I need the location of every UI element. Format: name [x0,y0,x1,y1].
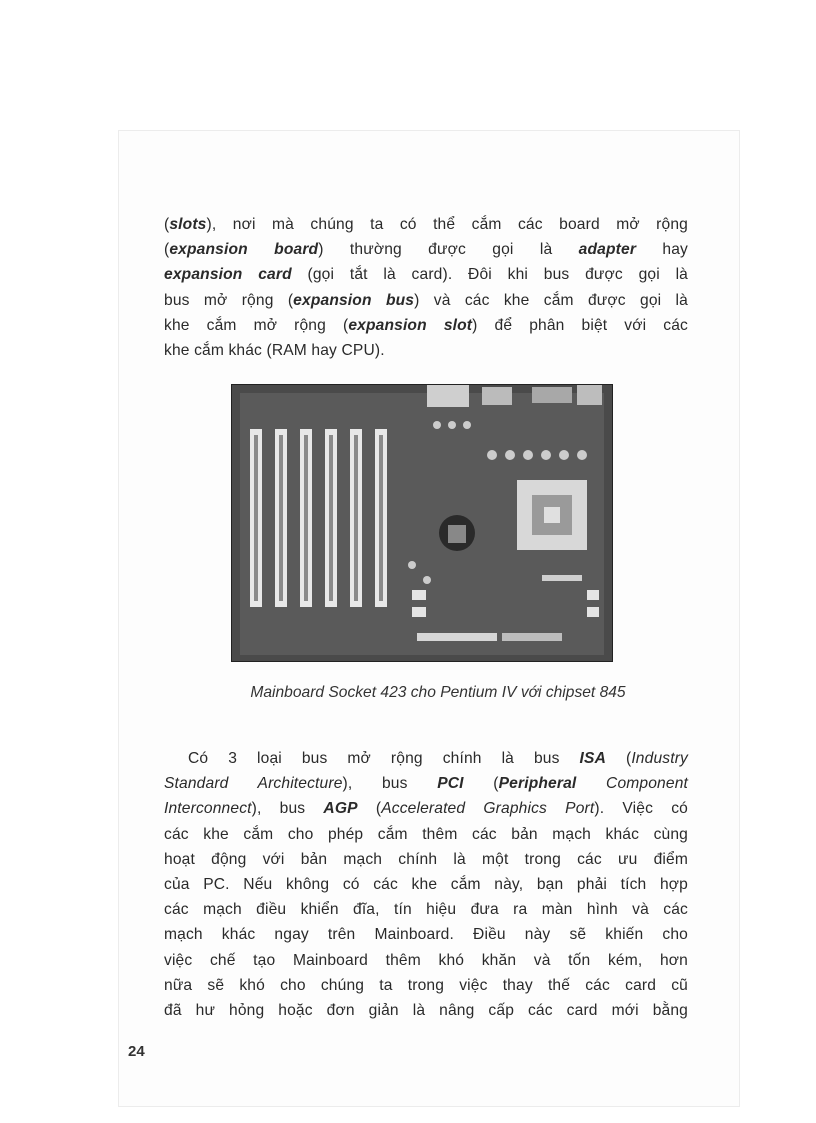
text-line [164,897,688,922]
text-line [164,338,688,363]
text-run: Accelerated Graphics Port [381,800,595,818]
text-run: AGP [323,800,358,818]
mainboard-photo [231,384,613,662]
text-line [164,973,688,998]
text-run: expansion bus [293,291,415,309]
text-run: PCI [437,775,464,793]
text-run: đã hư hỏng hoặc đơn giản là nâng cấp các card mới bằng [164,1002,688,1020]
text-run: hoạt động với bản mạch chính là một trong các ưu điểm [164,850,688,868]
text-run: hay [636,241,688,259]
text-run: mạch khác ngay trên Mainboard. Điều này sẽ khiến cho [164,926,688,944]
text-run: expansion card [164,266,292,284]
text-run: Có 3 loại bus mở rộng chính là bus [188,750,580,767]
text-run: việc chế tạo Mainboard thêm khó khăn và tốn kém, hơn [164,951,688,969]
text-run [576,775,606,792]
text-line [164,771,688,796]
text-run: ( [463,775,499,793]
text-run: expansion board [169,241,319,259]
text-run: nữa sẽ khó cho chúng ta trong việc thay thế các card cũ [164,976,688,994]
text-line [164,262,688,287]
text-run: các mạch điều khiển đĩa, tín hiệu đưa ra màn hình và các [164,901,688,919]
text-run: các khe cắm cho phép cắm thêm các bản mạch khác cùng [164,825,688,843]
text-run: ) để phân biệt với các [472,316,688,334]
text-run: ) thường được gọi là [318,241,579,259]
paragraph-expansion-slots [164,212,688,363]
mainboard-illustration [232,385,612,661]
text-line [164,313,688,338]
text-run: của PC. Nếu không có các khe cắm này, bạn phải tích hợp [164,876,688,894]
text-run: expansion slot [348,316,473,334]
text-line [164,847,688,872]
text-run: ISA [579,750,606,767]
text-run: ), bus [342,775,438,793]
text-run: slots [169,216,207,233]
text-line [164,237,688,262]
paragraph-bus-types [164,746,688,1023]
page-number: 24 [128,1043,145,1060]
text-run: Industry [631,750,688,767]
text-run: ), nơi mà chúng ta có thể cắm các board mở rộng [206,216,688,233]
text-run: ( [606,750,632,767]
text-line [164,872,688,897]
text-run: ). Việc có [594,800,688,818]
text-run: (gọi tắt là card). Đôi khi bus được gọi là [291,266,689,284]
text-run: adapter [578,241,637,259]
text-line [164,948,688,973]
text-run: khe cắm mở rộng ( [164,316,349,334]
text-line [164,922,688,947]
text-line [164,746,688,771]
text-run: ), bus [251,800,324,818]
text-run: ( [164,216,170,233]
text-line [164,212,688,237]
text-run: bus mở rộng ( [164,291,294,309]
text-run: ( [164,241,170,259]
text-line [164,796,688,821]
text-run: ( [357,800,382,818]
text-run: khe cắm khác (RAM hay CPU). [164,342,385,360]
text-line [164,822,688,847]
text-run: ) và các khe cắm được gọi là [414,291,688,309]
text-run: Component [606,775,688,793]
figure-caption: Mainboard Socket 423 cho Pentium IV với chipset 845 [250,684,626,701]
text-run: Interconnect [164,800,252,818]
text-run: Standard Architecture [164,775,343,793]
text-run: Peripheral [498,775,577,793]
text-line [164,998,688,1023]
text-line [164,288,688,313]
